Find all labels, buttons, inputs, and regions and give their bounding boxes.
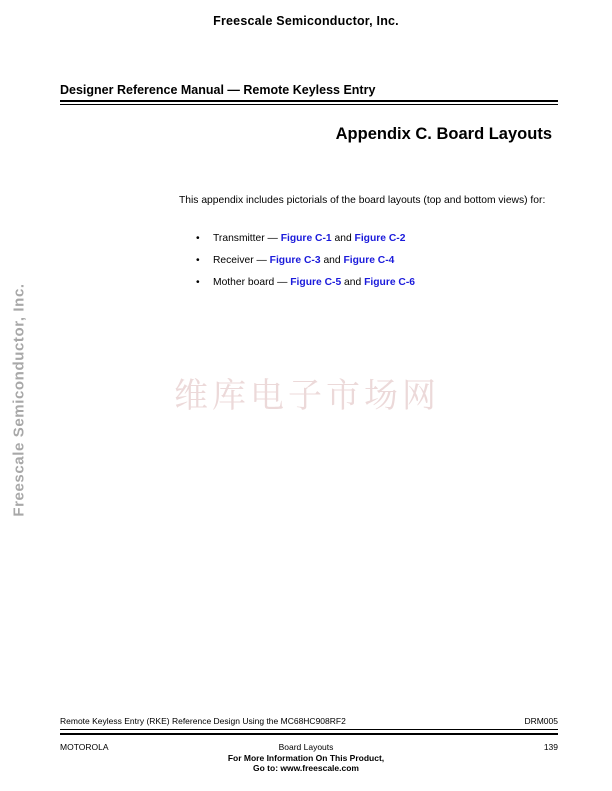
figure-link[interactable]: Figure C-4: [343, 255, 395, 266]
watermark: 维库电子市场网: [174, 376, 440, 416]
list-item-text: Receiver —: [213, 255, 270, 266]
list-item: [196, 254, 415, 276]
figure-link[interactable]: Figure C-2: [354, 233, 406, 244]
bullet-icon: •: [196, 277, 200, 288]
figure-link[interactable]: Figure C-1: [280, 233, 332, 244]
running-head: Designer Reference Manual — Remote Keyless Entry: [60, 83, 376, 97]
figure-link[interactable]: Figure C-3: [269, 255, 321, 266]
list-item: [196, 276, 415, 298]
list-item-joiner: and: [331, 233, 355, 244]
figure-link[interactable]: Figure C-6: [364, 277, 416, 288]
footer-doc-number: DRM005: [524, 716, 558, 726]
bullet-icon: •: [196, 255, 200, 266]
more-info-line: For More Information On This Product,: [227, 753, 385, 763]
side-vertical-text-label: Freescale Semiconductor, Inc.: [10, 283, 28, 517]
bullet-icon: •: [196, 233, 200, 244]
figure-list: [196, 232, 415, 298]
more-info-url[interactable]: Go to: www.freescale.com: [253, 763, 359, 773]
footer-doc-title: Remote Keyless Entry (RKE) Reference Design Using the MC68HC908RF2: [60, 716, 346, 726]
header-rule-thick: [60, 100, 558, 102]
footer-rule-thin: [60, 729, 558, 730]
header-rule-thin: [60, 104, 558, 105]
footer-section: Board Layouts: [278, 742, 334, 752]
list-item-joiner: and: [320, 255, 344, 266]
chapter-title: Appendix C. Board Layouts: [335, 125, 552, 143]
figure-link[interactable]: Figure C-5: [290, 277, 342, 288]
intro-paragraph: This appendix includes pictorials of the board layouts (top and bottom views) for:: [179, 195, 546, 206]
list-item-text: Transmitter —: [213, 233, 281, 244]
list-item-text: Mother board —: [213, 277, 291, 288]
more-info-notice: [0, 753, 612, 773]
list-item: [196, 232, 415, 254]
footer-page-number: 139: [543, 742, 558, 752]
list-item-joiner: and: [341, 277, 365, 288]
footer-company: MOTOROLA: [60, 742, 109, 752]
footer-rule-thick: [60, 733, 558, 735]
top-banner: Freescale Semiconductor, Inc.: [213, 14, 399, 28]
